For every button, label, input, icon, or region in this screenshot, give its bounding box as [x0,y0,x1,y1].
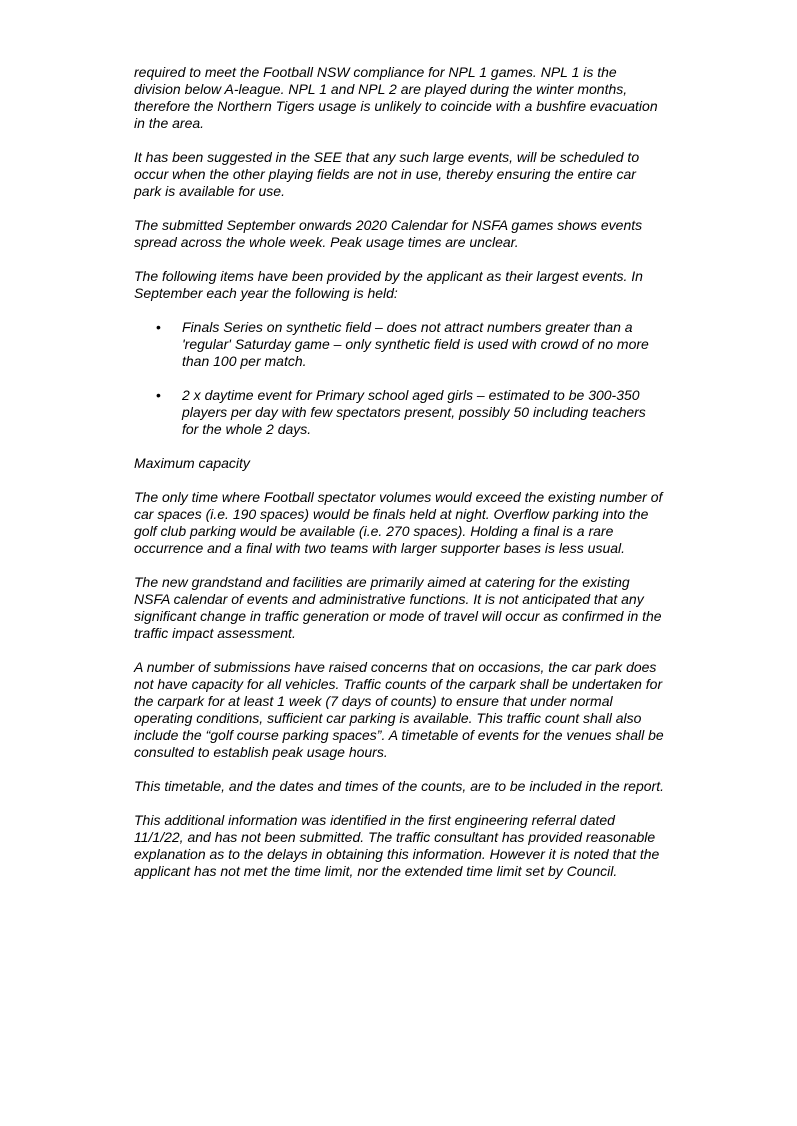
section-heading-maximum-capacity: Maximum capacity [134,455,250,471]
paragraph-finals-overflow: The only time where Football spectator volumes would exceed the existing number of car spaces (i.e. 190 spaces) would be finals held at night. Overflow parking into the golf club parking would be available (i.e. 270 spaces). Holding a final is a rare occurrence and a final with two teams with larger supporter bases is less usual. [134,489,663,556]
bullet-text-daytime-event: 2 x daytime event for Primary school aged girls – estimated to be 300-350 players per day with few spectators present, possibly 50 including teachers for the whole 2 days. [182,387,646,437]
paragraph-largest-events: The following items have been provided by the applicant as their largest events. In September each year the following is held: [134,268,643,301]
paragraph-timetable-report: This timetable, and the dates and times of the counts, are to be included in the report. [134,778,664,794]
paragraph-calendar: The submitted September onwards 2020 Calendar for NSFA games shows events spread across the whole week. Peak usage times are unclear. [134,217,643,250]
paragraph-see-scheduling: It has been suggested in the SEE that any such large events, will be scheduled to occur when the other playing fields are not in use, thereby ensuring the entire car park is available for use. [134,149,640,199]
paragraph-npl-compliance: required to meet the Football NSW compliance for NPL 1 games. NPL 1 is the division below A-league. NPL 1 and NPL 2 are played during the winter months, therefore the Northern Tigers usage is unlikely to coincide with a bushfire evacuation in the area. [134,64,658,131]
list-item [134,319,664,370]
bullet-icon: • [156,319,161,335]
paragraph-grandstand: The new grandstand and facilities are primarily aimed at catering for the existing NSFA calendar of events and administrative functions. It is not anticipated that any significant change in traffic generation or mode of travel will occur as confirmed in the traffic impact assessment. [134,574,662,641]
list-item [134,387,664,438]
paragraph-additional-information: This additional information was identified in the first engineering referral dated 11/1/22, and has not been submitted. The traffic consultant has provided reasonable explanation as to the delays in obtaining this information. However it is noted that the applicant has not met the time limit, nor the extended time limit set by Council. [134,812,660,879]
document-page [134,64,664,897]
bullet-icon: • [156,387,161,403]
events-bullet-list [134,319,664,438]
paragraph-traffic-counts: A number of submissions have raised concerns that on occasions, the car park does not have capacity for all vehicles. Traffic counts of the carpark shall be undertaken for the carpark for at least 1 week (7 days of counts) to ensure that under normal operating conditions, sufficient car parking is available. This traffic count shall also include the “golf course parking spaces”. A timetable of events for the venues shall be consulted to establish peak usage hours. [134,659,664,760]
bullet-text-finals-series: Finals Series on synthetic field – does not attract numbers greater than a 'regular' Saturday game – only synthetic field is used with crowd of no more than 100 per match. [182,319,649,369]
